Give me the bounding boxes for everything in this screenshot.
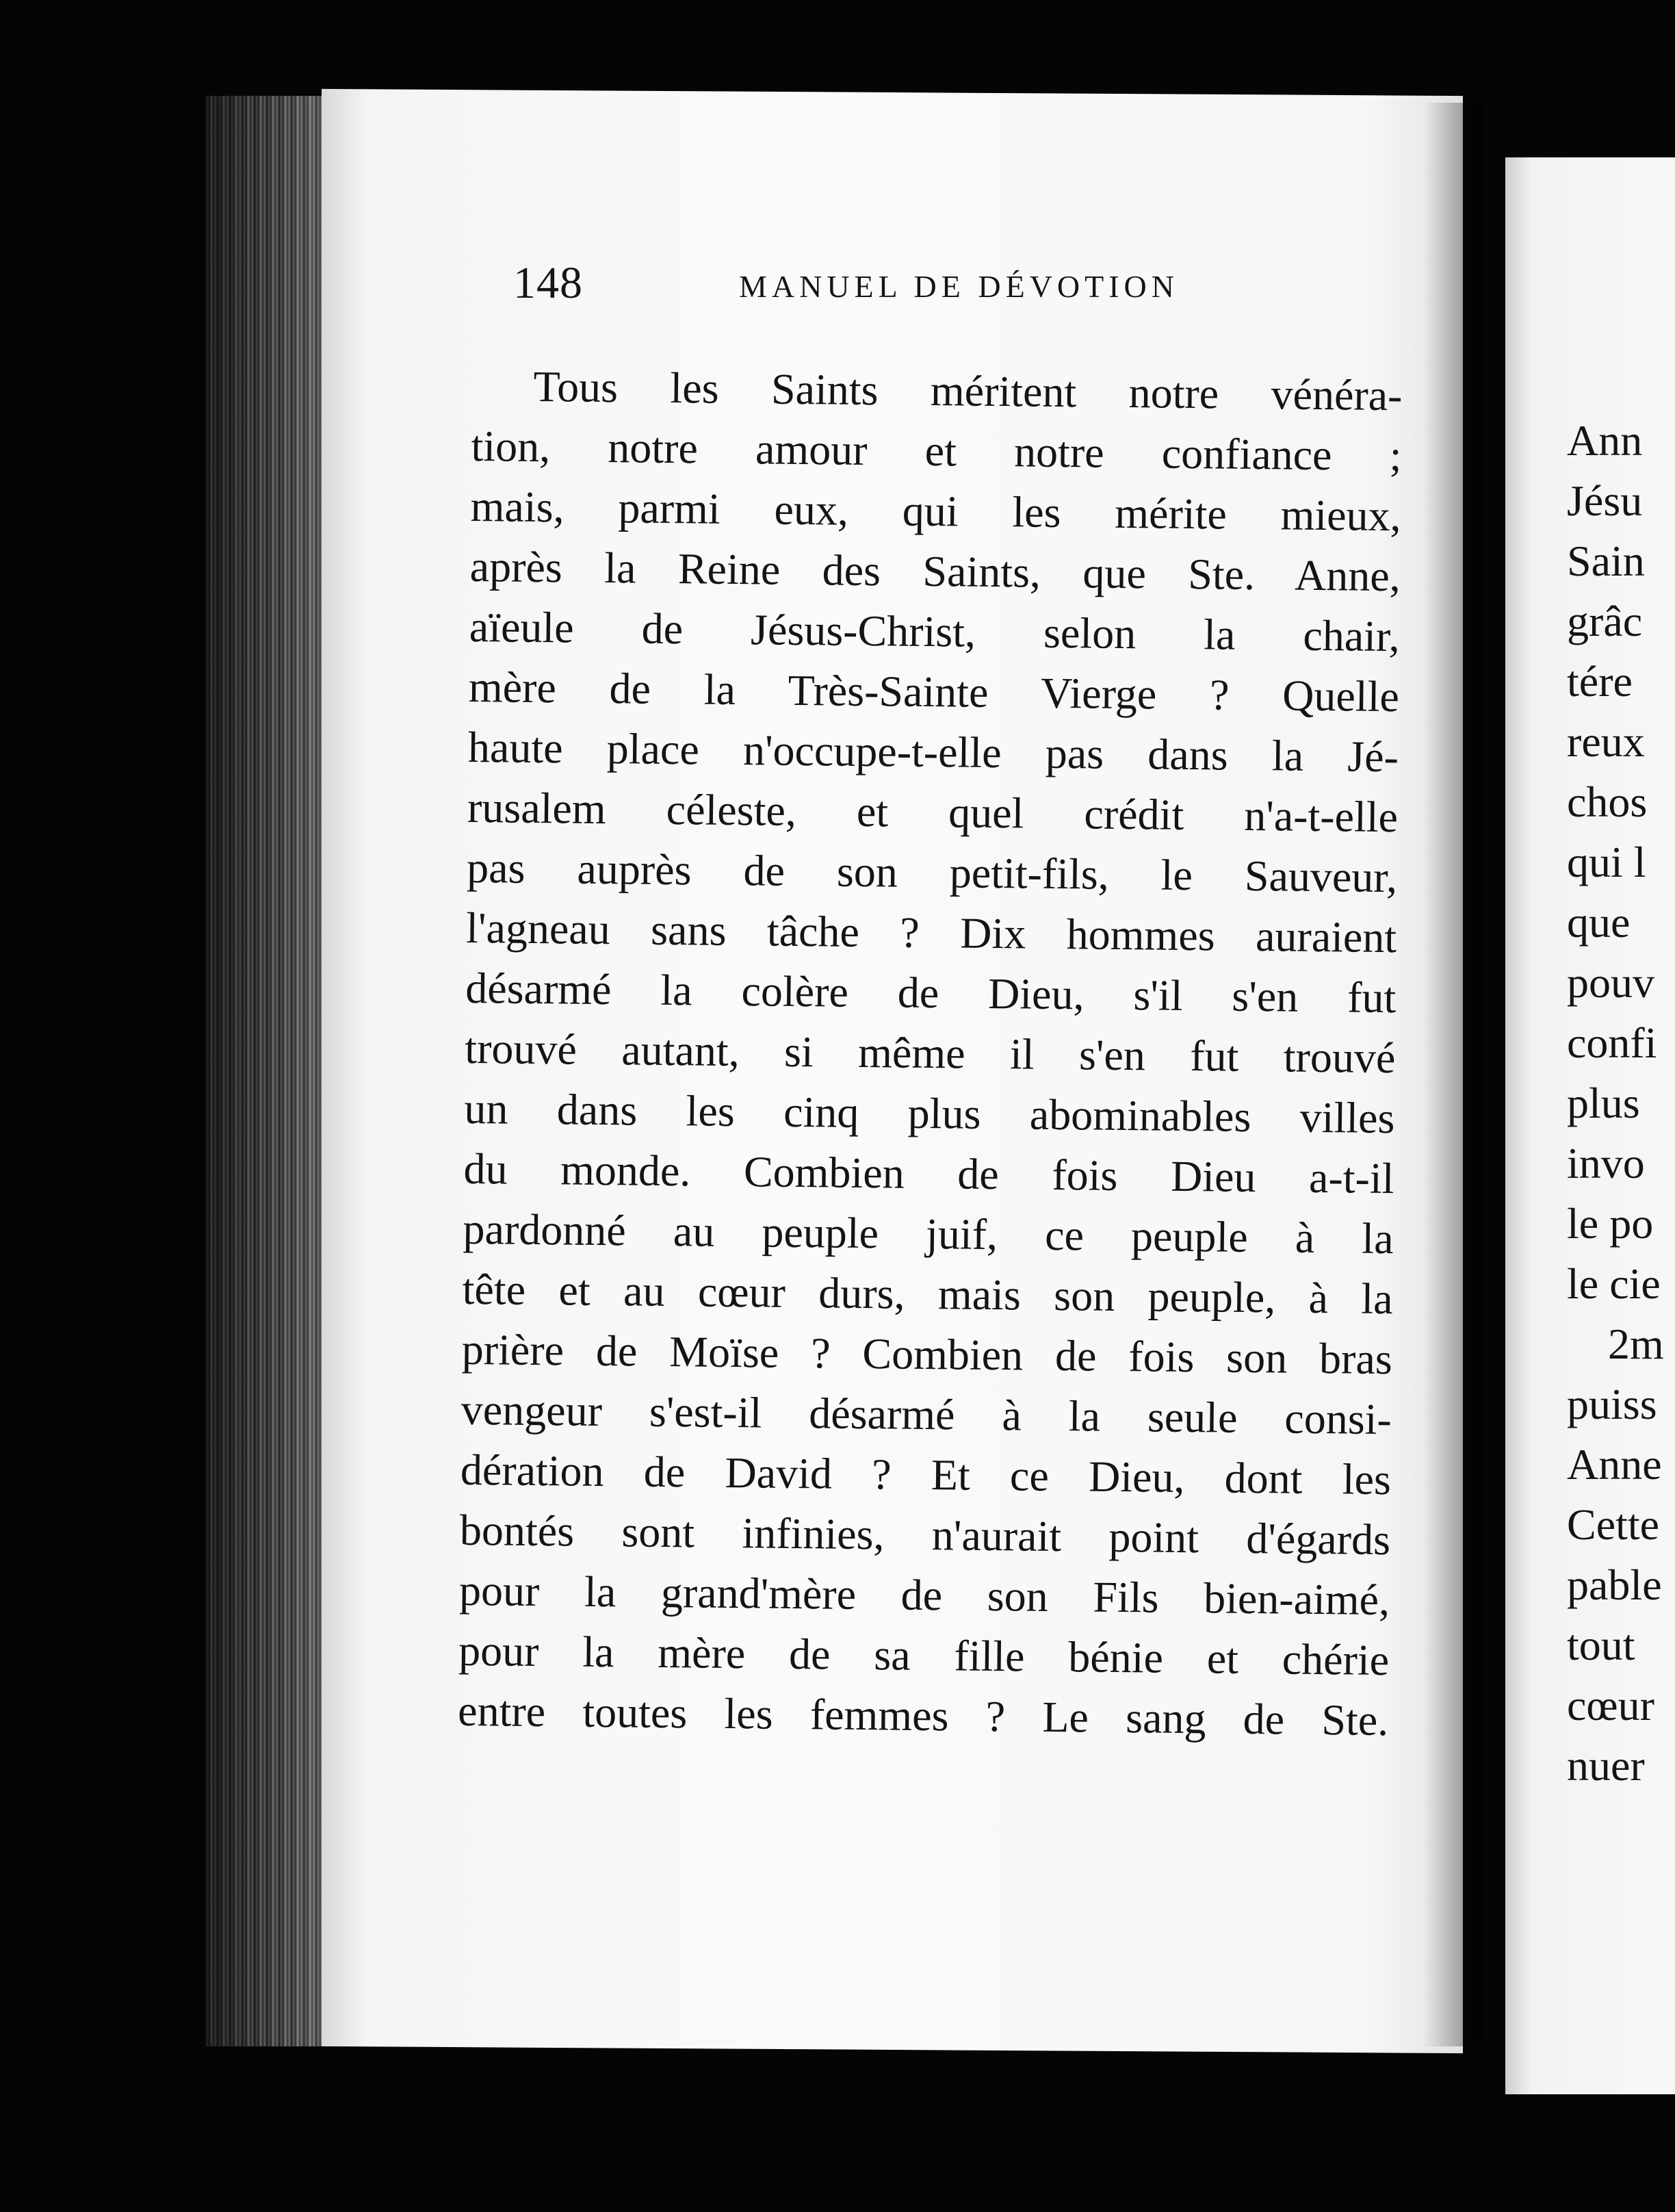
facing-text-line: que — [1567, 898, 1631, 947]
text-line: rusalem céleste, et quel crédit n'a-t-elle — [467, 782, 1399, 842]
running-head: MANUEL DE DÉVOTION — [739, 269, 1179, 304]
text-line: pour la mère de sa fille bénie et chérie — [458, 1625, 1390, 1685]
gutter-shadow — [1423, 103, 1485, 2046]
facing-text-line: Sain — [1567, 537, 1645, 585]
facing-text-line: qui l — [1567, 838, 1646, 886]
facing-text-line: Anne — [1567, 1440, 1662, 1489]
facing-text-line: tout — [1567, 1621, 1635, 1669]
facing-text-line: tére — [1567, 657, 1633, 706]
text-line: haute place n'occupe-t-elle pas dans la Jé- — [467, 722, 1399, 782]
text-line: pas auprès de son petit-fils, le Sauveur, — [466, 843, 1398, 902]
text-line: prière de Moïse ? Combien de fois son bras — [461, 1324, 1393, 1384]
text-line: pour la grand'mère de son Fils bien-aimé, — [458, 1565, 1390, 1625]
facing-text-line: le po — [1567, 1199, 1654, 1248]
facing-text-line: Cette — [1567, 1500, 1660, 1549]
facing-text-line: puiss — [1567, 1380, 1657, 1428]
facing-text-line: invo — [1567, 1139, 1645, 1187]
text-line: aïeule de Jésus-Christ, selon la chair, — [469, 602, 1401, 661]
body-text — [458, 356, 1403, 1751]
page-edges-shadow — [205, 96, 335, 2046]
facing-text-line: nuer — [1567, 1741, 1645, 1790]
text-line: un dans les cinq plus abominables villes — [464, 1083, 1395, 1143]
text-line: mère de la Très-Sainte Vierge ? Quelle — [468, 662, 1400, 721]
text-line: pardonné au peuple juif, ce peuple à la — [463, 1204, 1394, 1263]
facing-text-line: plus — [1567, 1079, 1640, 1127]
text-line: désarmé la colère de Dieu, s'il s'en fut — [465, 963, 1397, 1023]
text-line: tête et au cœur durs, mais son peuple, à la — [462, 1264, 1394, 1324]
facing-text-line: pable — [1567, 1560, 1662, 1609]
text-line: après la Reine des Saints, que Ste. Anne, — [469, 541, 1401, 601]
text-line: trouvé autant, si même il s'en fut trouvé — [465, 1023, 1396, 1083]
facing-text-line: 2m — [1608, 1320, 1664, 1368]
text-line: l'agneau sans tâche ? Dix hommes auraient — [465, 903, 1397, 962]
text-line: vengeur s'est-il désarmé à la seule consi- — [460, 1385, 1392, 1444]
facing-text-line: cœur — [1567, 1681, 1654, 1729]
facing-text-line: grâc — [1567, 597, 1643, 645]
facing-text-line: reux — [1567, 717, 1645, 766]
text-line: bontés sont infinies, n'aurait point d'égards — [459, 1505, 1391, 1565]
text-line: entre toutes les femmes ? Le sang de Ste. — [457, 1686, 1389, 1745]
facing-page-text — [1567, 411, 1675, 1796]
page-header — [506, 253, 1423, 329]
text-line: Tous les Saints méritent notre vénéra- — [533, 361, 1403, 420]
facing-text-line: Jésu — [1567, 476, 1643, 525]
page-number: 148 — [513, 258, 583, 308]
text-line: mais, parmi eux, qui les mérite mieux, — [470, 481, 1401, 541]
facing-text-line: confi — [1567, 1018, 1657, 1067]
facing-text-line: Ann — [1567, 416, 1643, 465]
facing-text-line: chos — [1567, 777, 1648, 826]
text-line: du monde. Combien de fois Dieu a-t-il — [463, 1144, 1394, 1203]
facing-text-line: le cie — [1567, 1259, 1661, 1308]
facing-text-line: pouv — [1567, 958, 1654, 1007]
text-line: tion, notre amour et notre confiance ; — [471, 421, 1402, 480]
text-line: dération de David ? Et ce Dieu, dont les — [460, 1445, 1392, 1504]
